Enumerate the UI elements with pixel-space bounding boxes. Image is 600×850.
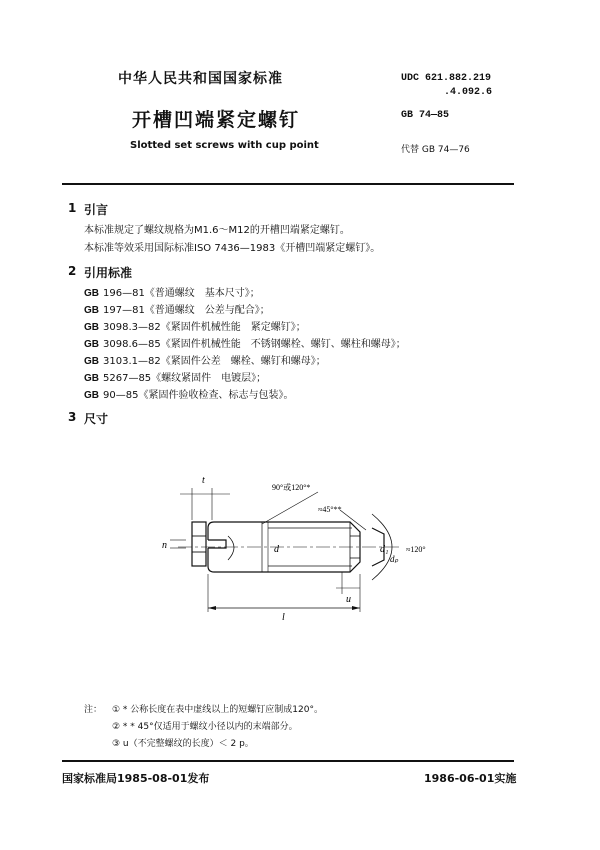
reference-code: GB	[84, 390, 99, 401]
reference-item	[84, 284, 260, 299]
notes-prefix: 注：	[84, 705, 103, 715]
reference-item	[84, 301, 270, 316]
reference-text: 3098.3—82《紧固件机械性能 紧定螺钉》；	[103, 322, 306, 333]
standard-title-en: Slotted set screws with cup point	[130, 140, 319, 151]
section-3-title: 尺寸	[84, 412, 109, 426]
section-1-para-1: 本标准规定了螺纹规格为M1.6～M12的开槽凹端紧定螺钉。	[84, 225, 350, 236]
reference-code: GB	[84, 322, 99, 333]
reference-code: GB	[84, 288, 99, 299]
reference-item	[84, 369, 266, 384]
section-2-title: 引用标准	[84, 266, 133, 280]
gb-number: GB 74—85	[401, 110, 450, 121]
standard-title-cn: 开槽凹端紧定螺钉	[132, 109, 301, 131]
label-dp: dₚ	[390, 554, 399, 564]
reference-code: GB	[84, 373, 99, 384]
effective-date: 1986-06-01实施	[424, 772, 517, 785]
reference-text: 3098.6—85《紧固件机械性能 不锈钢螺栓、螺钉、螺柱和螺母》；	[103, 339, 406, 350]
label-l: l	[282, 612, 285, 623]
label-d: d	[274, 544, 279, 555]
replaces-standard: 代替 GB 74—76	[401, 145, 470, 155]
label-d1: d₁	[380, 544, 389, 555]
udc-code-line1: UDC 621.882.219	[401, 73, 492, 84]
reference-item	[84, 318, 306, 333]
label-t: t	[202, 475, 205, 486]
section-3-number: 3	[68, 410, 77, 424]
set-screw-drawing	[0, 470, 600, 630]
angle-label-chamfer: ≈45°**	[318, 505, 342, 514]
reference-text: 196—81《普通螺纹 基本尺寸》；	[103, 288, 260, 299]
label-n: n	[162, 540, 167, 551]
note-item: ③ u（不完整螺纹的长度）＜ 2 p。	[112, 739, 254, 749]
note-item: ② * * 45°仅适用于螺纹小径以内的末端部分。	[112, 722, 298, 732]
section-1-para-2: 本标准等效采用国际标准ISO 7436—1983《开槽凹端紧定螺钉》。	[84, 243, 381, 254]
reference-text: 90—85《紧固件验收检查、标志与包装》。	[103, 390, 294, 401]
angle-label-end: ≈120°	[406, 545, 426, 554]
reference-code: GB	[84, 356, 99, 367]
reference-item	[84, 352, 326, 367]
reference-item	[84, 386, 293, 401]
header-divider	[62, 183, 514, 185]
reference-text: 3103.1—82《紧固件公差 螺栓、螺钉和螺母》；	[103, 356, 326, 367]
reference-code: GB	[84, 305, 99, 316]
label-u: u	[346, 594, 351, 605]
reference-code: GB	[84, 339, 99, 350]
note-item: ① * 公称长度在表中虚线以上的短螺钉应制成120°。	[112, 705, 323, 715]
section-1-number: 1	[68, 201, 77, 215]
issuing-body: 中华人民共和国国家标准	[118, 71, 283, 87]
udc-code-line2: .4.092.6	[444, 87, 493, 98]
slot-end-view	[192, 522, 206, 566]
section-1-title: 引言	[84, 203, 109, 217]
reference-text: 197—81《普通螺纹 公差与配合》；	[103, 305, 270, 316]
section-2-number: 2	[68, 264, 77, 278]
angle-label-cup: 90°或120°*	[272, 483, 311, 492]
issue-date: 国家标准局1985-08-01发布	[62, 772, 210, 785]
reference-text: 5267—85《螺纹紧固件 电镀层》；	[103, 373, 267, 384]
reference-item	[84, 335, 406, 350]
footer-divider	[62, 760, 514, 762]
